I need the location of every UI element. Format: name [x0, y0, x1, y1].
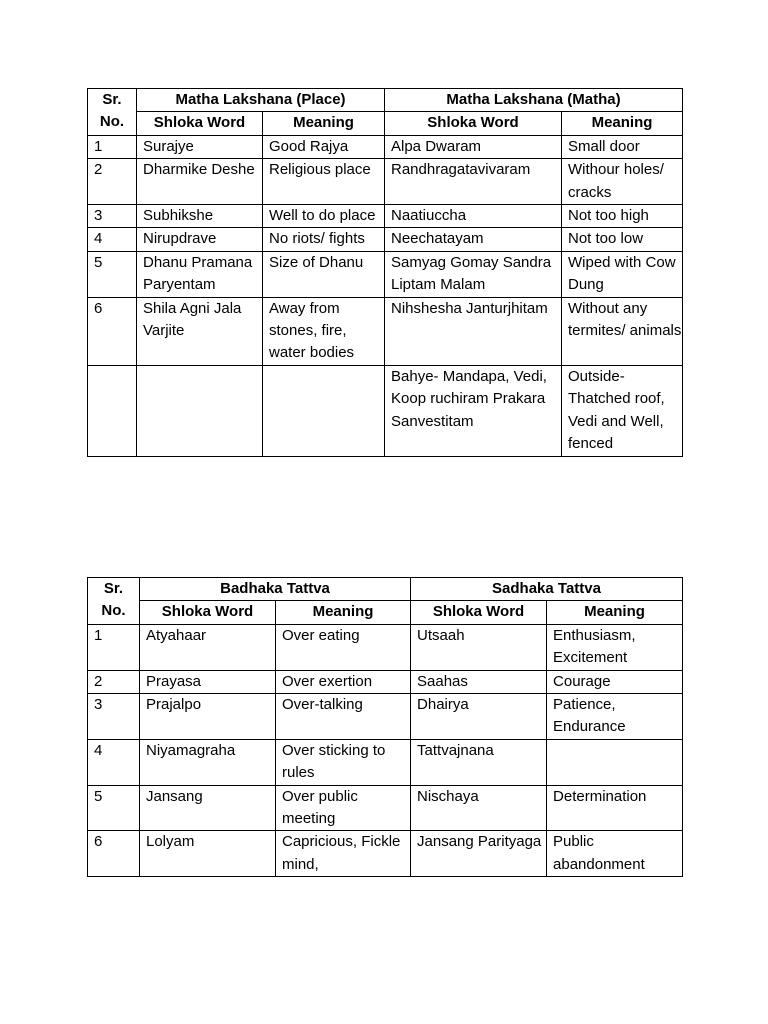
sr-no-cell: 5: [88, 251, 137, 297]
meaning-cell: Well to do place: [263, 205, 385, 228]
meaning-cell: Good Rajya: [263, 135, 385, 158]
col-header-meaning: Meaning: [547, 601, 683, 624]
meaning-cell: Capricious, Fickle mind,: [276, 831, 411, 877]
meaning-cell: Religious place: [263, 159, 385, 205]
meaning-cell: Without any termites/ animals: [562, 297, 683, 365]
shloka-word-cell: Alpa Dwaram: [385, 135, 562, 158]
tattva-table: [87, 577, 683, 877]
shloka-word-cell: Neechatayam: [385, 228, 562, 251]
meaning-cell: Outside- Thatched roof, Vedi and Well, fenced: [562, 365, 683, 456]
col-header-meaning: Meaning: [263, 112, 385, 135]
sr-no-header: Sr. No.: [88, 89, 137, 136]
meaning-cell: Over-talking: [276, 694, 411, 740]
meaning-cell: No riots/ fights: [263, 228, 385, 251]
table-row: [88, 205, 683, 228]
meaning-cell: Small door: [562, 135, 683, 158]
table-row: [88, 251, 683, 297]
shloka-word-cell: Jansang Parityaga: [411, 831, 547, 877]
table-row: [88, 624, 683, 670]
shloka-word-cell: Saahas: [411, 670, 547, 693]
shloka-word-cell: Samyag Gomay Sandra Liptam Malam: [385, 251, 562, 297]
sr-no-cell: 3: [88, 694, 140, 740]
col-header-meaning: Meaning: [276, 601, 411, 624]
meaning-cell: Over eating: [276, 624, 411, 670]
shloka-word-cell: [137, 365, 263, 456]
shloka-word-cell: Tattvajnana: [411, 739, 547, 785]
shloka-word-cell: Dhanu Pramana Paryentam: [137, 251, 263, 297]
shloka-word-cell: Shila Agni Jala Varjite: [137, 297, 263, 365]
shloka-word-cell: Naatiuccha: [385, 205, 562, 228]
meaning-cell: [263, 365, 385, 456]
shloka-word-cell: Dharmike Deshe: [137, 159, 263, 205]
shloka-word-cell: Prajalpo: [140, 694, 276, 740]
shloka-word-cell: Nischaya: [411, 785, 547, 831]
shloka-word-cell: Nihshesha Janturjhitam: [385, 297, 562, 365]
col-header-shloka-word: Shloka Word: [385, 112, 562, 135]
sr-no-header: Sr. No.: [88, 578, 140, 625]
meaning-cell: Withour holes/ cracks: [562, 159, 683, 205]
meaning-cell: Determination: [547, 785, 683, 831]
col-header-shloka-word: Shloka Word: [140, 601, 276, 624]
sr-no-cell: 1: [88, 624, 140, 670]
group-header-sadhaka: Sadhaka Tattva: [411, 578, 683, 601]
col-header-shloka-word: Shloka Word: [137, 112, 263, 135]
meaning-cell: Away from stones, fire, water bodies: [263, 297, 385, 365]
table-row: [88, 135, 683, 158]
meaning-cell: Over public meeting: [276, 785, 411, 831]
shloka-word-cell: Dhairya: [411, 694, 547, 740]
meaning-cell: Over exertion: [276, 670, 411, 693]
meaning-cell: Patience, Endurance: [547, 694, 683, 740]
shloka-word-cell: Randhragatavivaram: [385, 159, 562, 205]
meaning-cell: Not too high: [562, 205, 683, 228]
group-header-matha: Matha Lakshana (Matha): [385, 89, 683, 112]
table-row: [88, 670, 683, 693]
shloka-word-cell: Utsaah: [411, 624, 547, 670]
shloka-word-cell: Lolyam: [140, 831, 276, 877]
meaning-cell: Over sticking to rules: [276, 739, 411, 785]
matha-lakshana-table: [87, 88, 683, 457]
shloka-word-cell: Atyahaar: [140, 624, 276, 670]
table-row: [88, 785, 683, 831]
table-row: [88, 831, 683, 877]
shloka-word-cell: Bahye- Mandapa, Vedi, Koop ruchiram Prakara Sanvestitam: [385, 365, 562, 456]
sr-no-cell: [88, 365, 137, 456]
meaning-cell: Wiped with Cow Dung: [562, 251, 683, 297]
table-row: [88, 365, 683, 456]
sr-no-cell: 6: [88, 297, 137, 365]
meaning-cell: [547, 739, 683, 785]
col-header-meaning: Meaning: [562, 112, 683, 135]
sr-no-cell: 5: [88, 785, 140, 831]
sr-no-cell: 1: [88, 135, 137, 158]
sr-no-cell: 2: [88, 159, 137, 205]
shloka-word-cell: Prayasa: [140, 670, 276, 693]
table-row: [88, 739, 683, 785]
shloka-word-cell: Jansang: [140, 785, 276, 831]
meaning-cell: Enthusiasm, Excitement: [547, 624, 683, 670]
group-header-badhaka: Badhaka Tattva: [140, 578, 411, 601]
sr-no-cell: 4: [88, 739, 140, 785]
sr-no-cell: 3: [88, 205, 137, 228]
meaning-cell: Courage: [547, 670, 683, 693]
sr-no-cell: 2: [88, 670, 140, 693]
meaning-cell: Public abandonment: [547, 831, 683, 877]
table-row: [88, 694, 683, 740]
table-row: [88, 159, 683, 205]
meaning-cell: Size of Dhanu: [263, 251, 385, 297]
table-row: [88, 297, 683, 365]
table-row: [88, 228, 683, 251]
sr-no-cell: 4: [88, 228, 137, 251]
col-header-shloka-word: Shloka Word: [411, 601, 547, 624]
shloka-word-cell: Surajye: [137, 135, 263, 158]
shloka-word-cell: Nirupdrave: [137, 228, 263, 251]
shloka-word-cell: Niyamagraha: [140, 739, 276, 785]
group-header-place: Matha Lakshana (Place): [137, 89, 385, 112]
meaning-cell: Not too low: [562, 228, 683, 251]
shloka-word-cell: Subhikshe: [137, 205, 263, 228]
sr-no-cell: 6: [88, 831, 140, 877]
